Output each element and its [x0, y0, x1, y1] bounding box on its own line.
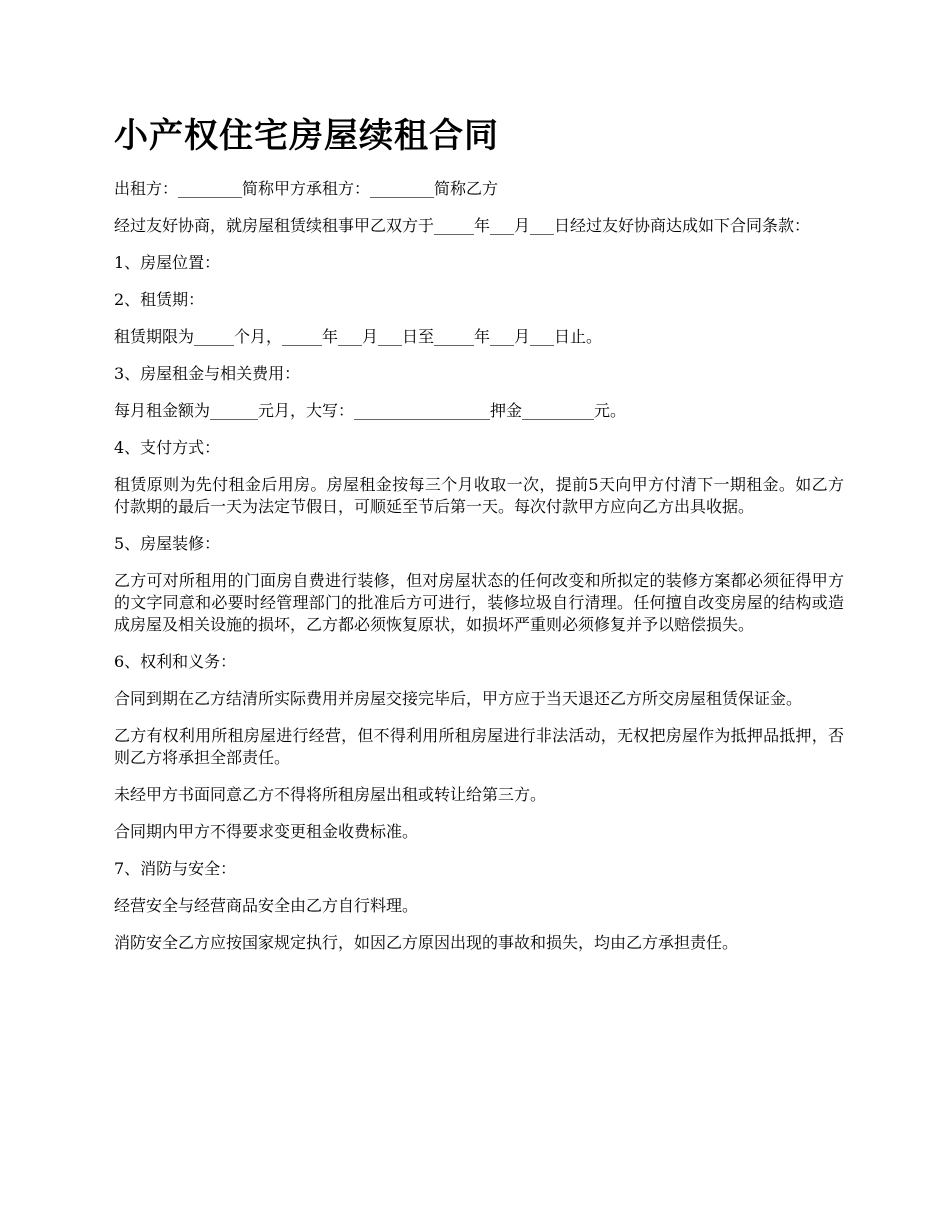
sublease-paragraph: 未经甲方书面同意乙方不得将所租房屋出租或转让给第三方。 [114, 785, 547, 804]
business-safety-paragraph: 经营安全与经营商品安全由乙方自行料理。 [114, 896, 419, 915]
clause-6-heading: 6、权利和义务： [114, 652, 237, 671]
clause-1-heading: 1、房屋位置： [114, 253, 221, 272]
clause-4-heading: 4、支付方式： [114, 438, 221, 457]
clause-2-heading: 2、租赁期： [114, 290, 205, 309]
rent-change-paragraph: 合同期内甲方不得要求变更租金收费标准。 [114, 822, 419, 841]
renovation-paragraph: 乙方可对所租用的门面房自费进行装修，但对房屋状态的任何改变和所拟定的装修方案都必须征得甲方的文字同意和必要时经管理部门的批准后方可进行，装修垃圾自行清理。任何擅自改变房屋的结构或造成房屋及相关设施的损坏，乙方都必须恢复原状，如损坏严重则必须修复并予以赔偿损失。 [114, 571, 844, 634]
document-title: 小产权住宅房屋续租合同 [114, 116, 499, 156]
lease-term-paragraph: 租赁期限为_____个月，_____年___月___日至_____年___月___日止。 [114, 327, 603, 346]
deposit-return-paragraph: 合同到期在乙方结清所实际费用并房屋交接完毕后，甲方应于当天退还乙方所交房屋租赁保证金。 [114, 689, 803, 708]
payment-paragraph: 租赁原则为先付租金后用房。房屋租金按每三个月收取一次，提前5天向甲方付清下一期租金。如乙方付款期的最后一天为法定节假日，可顺延至节后第一天。每次付款甲方应向乙方出具收据。 [114, 475, 844, 516]
clause-5-heading: 5、房屋装修： [114, 534, 221, 553]
clause-7-heading: 7、消防与安全： [114, 859, 237, 878]
usage-rights-paragraph: 乙方有权利用所租房屋进行经营，但不得利用所租房屋进行非法活动，无权把房屋作为抵押品抵押，否则乙方将承担全部责任。 [114, 726, 844, 767]
fire-safety-paragraph: 消防安全乙方应按国家规定执行，如因乙方原因出现的事故和损失，均由乙方承担责任。 [114, 933, 739, 952]
rent-amount-paragraph: 每月租金额为______元月，大写：_________________押金_________元。 [114, 401, 627, 420]
clause-3-heading: 3、房屋租金与相关费用： [114, 364, 301, 383]
document-page [114, 112, 844, 969]
parties-line: 出租方：________简称甲方承租方：________简称乙方 [114, 179, 499, 198]
preamble-paragraph: 经过友好协商，就房屋租赁续租事甲乙双方于_____年___月___日经过友好协商达成如下合同条款： [114, 216, 811, 235]
